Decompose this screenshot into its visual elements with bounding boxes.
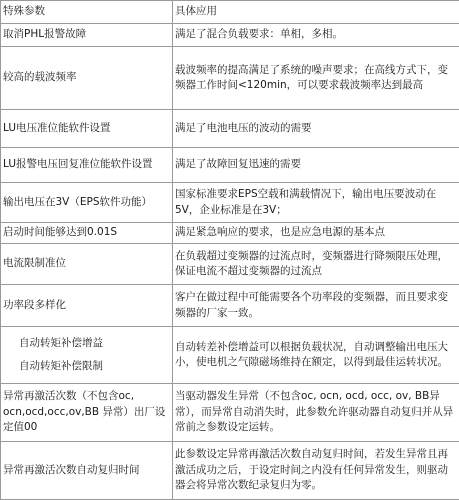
table-row xyxy=(1,47,459,110)
param-cell: 较高的载波频率 xyxy=(1,47,173,110)
header-row xyxy=(1,1,459,24)
param-cell: 启动时间能够达到0.01S xyxy=(1,223,173,244)
usage-cell: 满足了故障回复迅速的需要 xyxy=(173,148,459,183)
param-line: 自动转矩补偿增益 xyxy=(19,337,103,349)
header-param: 特殊参数 xyxy=(1,1,173,24)
table-row xyxy=(1,183,459,223)
table-row xyxy=(1,148,459,183)
table-row xyxy=(1,285,459,327)
param-cell: 取消PHL报警故障 xyxy=(1,24,173,47)
usage-cell: 满足紧急响应的要求，也是应急电源的基本点 xyxy=(173,223,459,244)
usage-cell: 此参数设定异常再激活次数自动复归时间，若发生异常且再激活成功之后，于设定时间之内没有任何异常发生，则驱动器会将异常次数纪录复归为零。 xyxy=(173,442,459,500)
usage-cell: 载波频率的提高满足了系统的噪声要求；在高线方式下，变频器工作时间<120min，可以要求载波频率达到最高 xyxy=(173,47,459,110)
table-row xyxy=(1,327,459,384)
table-row xyxy=(1,244,459,285)
usage-cell: 客户在做过程中可能需要各个功率段的变频器，而且要求变频器的厂家一致。 xyxy=(173,285,459,327)
param-cell: LU电压准位能软件设置 xyxy=(1,110,173,148)
param-cell: 电流限制准位 xyxy=(1,244,173,285)
header-usage: 具体应用 xyxy=(173,1,459,24)
param-cell: LU报警电压回复准位能软件设置 xyxy=(1,148,173,183)
usage-cell: 当驱动器发生异常（不包含oc, ocn, ocd, occ, ov, BB异常），而异常自动消失时，此参数允许驱动器自动复归并从异常前之参数设定运转。 xyxy=(173,384,459,442)
usage-cell: 满足了电池电压的波动的需要 xyxy=(173,110,459,148)
param-cell: 输出电压在3V（EPS软件功能） xyxy=(1,183,173,223)
param-cell xyxy=(1,327,173,384)
table-row xyxy=(1,442,459,500)
param-cell: 功率段多样化 xyxy=(1,285,173,327)
table-row xyxy=(1,110,459,148)
usage-cell: 自动转差补偿增益可以根据负载状况，自动调整输出电压大小，使电机之气隙磁场维持在额定，以得到最佳运转状况。 xyxy=(173,327,459,384)
usage-cell: 国家标准要求EPS空载和满载情况下，输出电压要波动在5V，企业标准是在3V； xyxy=(173,183,459,223)
param-cell: 异常再激活次数（不包含oc, ocn,ocd,occ,ov,BB 异常）出厂设定值00 xyxy=(1,384,173,442)
param-cell: 异常再激活次数自动复归时间 xyxy=(1,442,173,500)
param-line: 自动转矩补偿限制 xyxy=(19,359,103,372)
usage-cell: 满足了混合负载要求：单相，多相。 xyxy=(173,24,459,47)
table-row xyxy=(1,384,459,442)
usage-cell: 在负载超过变频器的过流点时，变频器进行降频限压处理，保证电流不超过变频器的过流点 xyxy=(173,244,459,285)
table-row xyxy=(1,24,459,47)
table-row xyxy=(1,223,459,244)
